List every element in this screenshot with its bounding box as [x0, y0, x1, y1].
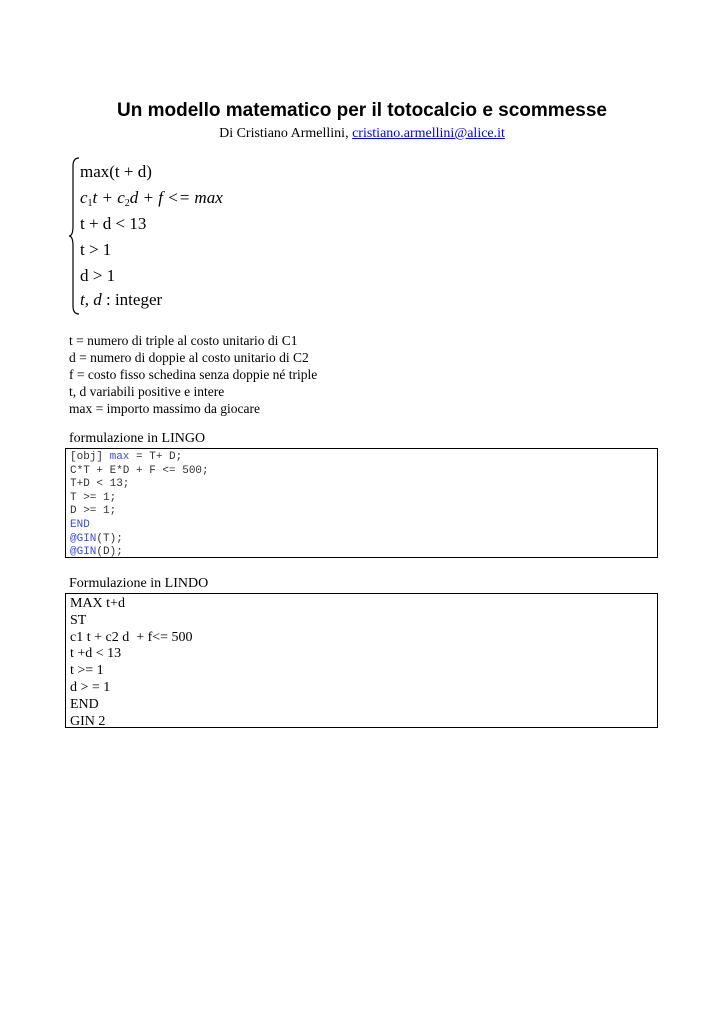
d-constraint: d > 1: [80, 266, 116, 285]
author-name: Di Cristiano Armellini,: [219, 126, 353, 141]
lindo-line: c1 t + c2 d + f<= 500: [70, 629, 193, 645]
cost-c1: c: [80, 188, 88, 207]
code-line: [70, 519, 657, 533]
code-keyword: END: [70, 518, 90, 531]
t-constraint: t > 1: [80, 240, 112, 259]
code-line: D >= 1;: [70, 505, 117, 518]
code-text: [obj]: [70, 451, 110, 463]
desc-line: t, d variabili positive e intere: [69, 384, 225, 399]
lindo-line: END: [70, 696, 99, 712]
lingo-code-box: [65, 448, 658, 558]
cost-c1-subscript: 1: [87, 198, 93, 209]
cost-c2-subscript: 2: [124, 198, 130, 209]
code-line: [70, 533, 657, 547]
lingo-heading: formulazione in LINGO: [69, 431, 206, 446]
integer-vars: t, d: [80, 290, 102, 309]
desc-line: d = numero di doppie al costo unitario di C2: [69, 350, 309, 365]
code-text: = T+ D;: [129, 451, 183, 463]
cost-rest: d + f <= max: [129, 188, 223, 207]
sum-constraint: t + d < 13: [80, 214, 147, 233]
objective-equation: max(t + d): [80, 162, 152, 181]
equation-system: [68, 156, 368, 316]
code-line: T >= 1;: [70, 491, 117, 504]
code-keyword: max: [109, 451, 130, 463]
lindo-line: MAX t+d: [70, 596, 125, 611]
lindo-line: d > = 1: [70, 679, 111, 695]
integer-label: : integer: [101, 290, 163, 309]
code-line: C*T + E*D + F <= 500;: [70, 464, 209, 477]
code-keyword: @GIN: [70, 546, 97, 559]
cost-mid: t + c: [92, 188, 125, 207]
code-line: [70, 546, 657, 560]
lindo-line: GIN 2: [70, 713, 106, 729]
lindo-line: ST: [70, 612, 87, 628]
lindo-heading: Formulazione in LINDO: [69, 576, 209, 591]
lindo-code-box: [65, 593, 658, 728]
desc-line: max = importo massimo da giocare: [69, 401, 260, 416]
code-line: [70, 451, 657, 465]
desc-line: f = costo fisso schedina senza doppie né triple: [69, 367, 318, 382]
desc-line: t = numero di triple al costo unitario di C1: [69, 333, 298, 348]
code-line: T+D < 13;: [70, 478, 130, 491]
document-title: Un modello matematico per il totocalcio e scommesse: [117, 100, 607, 121]
author-email-link[interactable]: cristiano.armellini@alice.it: [352, 126, 505, 141]
code-text: (D);: [96, 546, 123, 559]
code-keyword: @GIN: [70, 532, 97, 545]
integer-constraint: [80, 290, 162, 310]
cost-constraint: [80, 188, 223, 214]
variable-descriptions: [69, 332, 317, 417]
lindo-line: t +d < 13: [70, 646, 122, 662]
lindo-line: t >= 1: [70, 663, 104, 679]
byline: [0, 126, 724, 142]
code-text: (T);: [96, 532, 123, 545]
